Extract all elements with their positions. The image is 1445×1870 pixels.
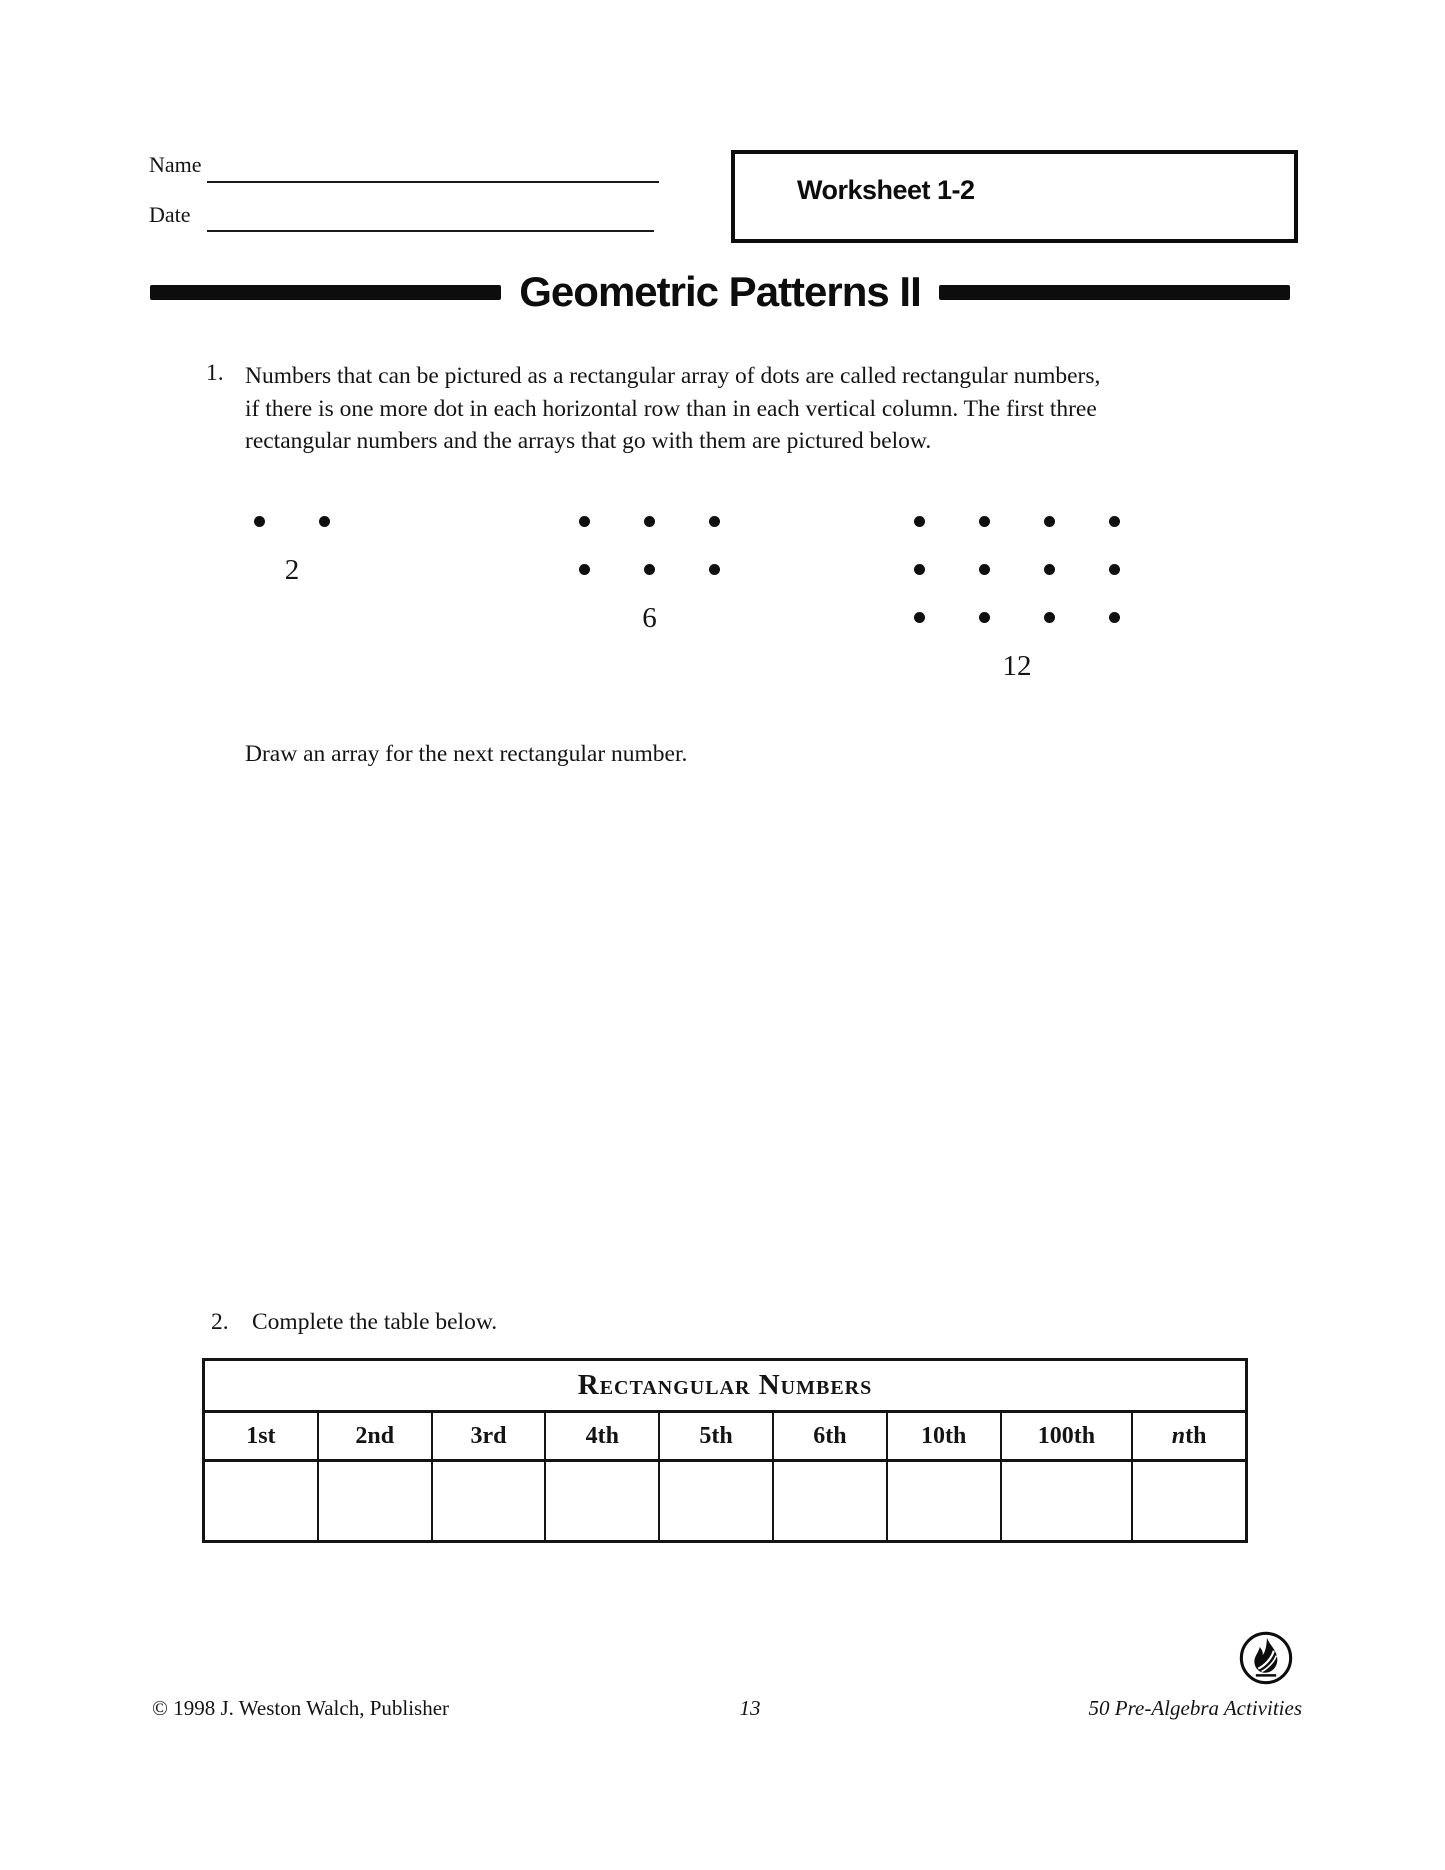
dot-array-count-label: 6 bbox=[642, 602, 657, 634]
publisher-flame-logo-icon bbox=[1237, 1629, 1295, 1687]
question1-text bbox=[245, 360, 1305, 458]
table-col-header: 2nd bbox=[319, 1413, 433, 1459]
array-dot bbox=[319, 516, 330, 527]
table-value-cell[interactable] bbox=[433, 1462, 547, 1540]
table-title: Rectangular Numbers bbox=[205, 1361, 1245, 1413]
title-band bbox=[150, 266, 1290, 318]
table-header-row bbox=[205, 1413, 1245, 1462]
footer-series-title: 50 Pre-Algebra Activities bbox=[1088, 1696, 1302, 1720]
array-dot bbox=[1044, 516, 1055, 527]
dot-array-count-label: 2 bbox=[284, 554, 300, 586]
table-value-cell[interactable] bbox=[774, 1462, 888, 1540]
table-col-header: 5th bbox=[660, 1413, 774, 1459]
array-dot bbox=[1109, 564, 1120, 575]
question1-number: 1. bbox=[206, 360, 224, 386]
question2-number: 2. bbox=[211, 1309, 229, 1335]
footer-page-number: 13 bbox=[739, 1696, 761, 1720]
table-col-header: 4th bbox=[546, 1413, 660, 1459]
array-dot bbox=[1109, 516, 1120, 527]
dot-grid bbox=[914, 516, 1120, 623]
worksheet-number-label: Worksheet 1-2 bbox=[797, 175, 975, 205]
table-col-header: 10th bbox=[888, 1413, 1002, 1459]
table-value-cell[interactable] bbox=[660, 1462, 774, 1540]
drawing-area[interactable] bbox=[245, 795, 1245, 1265]
footer-copyright: © 1998 J. Weston Walch, Publisher bbox=[152, 1696, 450, 1720]
array-dot bbox=[1109, 612, 1120, 623]
array-dot bbox=[914, 612, 925, 623]
date-label: Date bbox=[149, 202, 191, 227]
worksheet-number-box bbox=[731, 150, 1298, 243]
array-dot bbox=[979, 612, 990, 623]
table-value-cell[interactable] bbox=[546, 1462, 660, 1540]
dot-grid bbox=[254, 516, 330, 527]
table-col-header: nth bbox=[1171, 1423, 1207, 1449]
array-dot bbox=[1044, 564, 1055, 575]
name-label: Name bbox=[149, 152, 202, 177]
table-value-cell[interactable] bbox=[1002, 1462, 1134, 1540]
date-fill-in-line[interactable] bbox=[207, 230, 654, 232]
array-dot bbox=[1044, 612, 1055, 623]
question2-prompt: Complete the table below. bbox=[252, 1309, 498, 1335]
array-dot bbox=[914, 516, 925, 527]
array-dot bbox=[709, 564, 720, 575]
dot-array-count-label: 12 bbox=[1002, 650, 1032, 682]
table-col-header: 3rd bbox=[433, 1413, 547, 1459]
name-fill-in-line[interactable] bbox=[207, 181, 659, 183]
table-value-cell[interactable] bbox=[888, 1462, 1002, 1540]
page-title: Geometric Patterns II bbox=[519, 268, 921, 315]
array-dot bbox=[579, 516, 590, 527]
question1-line: if there is one more dot in each horizontal row than in each vertical column. The first three bbox=[245, 395, 1097, 422]
dot-grid bbox=[579, 516, 720, 575]
dot-array-6 bbox=[579, 516, 720, 635]
array-dot bbox=[644, 564, 655, 575]
table-col-header: 100th bbox=[1002, 1413, 1134, 1459]
table-value-cell[interactable] bbox=[319, 1462, 433, 1540]
array-dot bbox=[579, 564, 590, 575]
table-value-cell[interactable] bbox=[1133, 1462, 1245, 1540]
array-dot bbox=[979, 516, 990, 527]
title-rule-right bbox=[939, 285, 1290, 300]
array-dot bbox=[709, 516, 720, 527]
table-value-cell[interactable] bbox=[205, 1462, 319, 1540]
title-rule-left bbox=[150, 285, 501, 300]
table-col-header: 1st bbox=[205, 1413, 319, 1459]
array-dot bbox=[254, 516, 265, 527]
array-dot bbox=[914, 564, 925, 575]
table-col-header: 6th bbox=[774, 1413, 888, 1459]
table-value-row bbox=[205, 1462, 1245, 1540]
array-dot bbox=[979, 564, 990, 575]
rectangular-numbers-table bbox=[202, 1358, 1248, 1543]
array-dot bbox=[644, 516, 655, 527]
question1-line: Numbers that can be pictured as a rectangular array of dots are called rectangular numbers, bbox=[245, 363, 1101, 389]
draw-array-prompt: Draw an array for the next rectangular number. bbox=[245, 741, 688, 767]
dot-array-2 bbox=[254, 516, 330, 587]
question1-line: rectangular numbers and the arrays that go with them are pictured below. bbox=[245, 428, 932, 454]
dot-array-12 bbox=[914, 516, 1120, 683]
